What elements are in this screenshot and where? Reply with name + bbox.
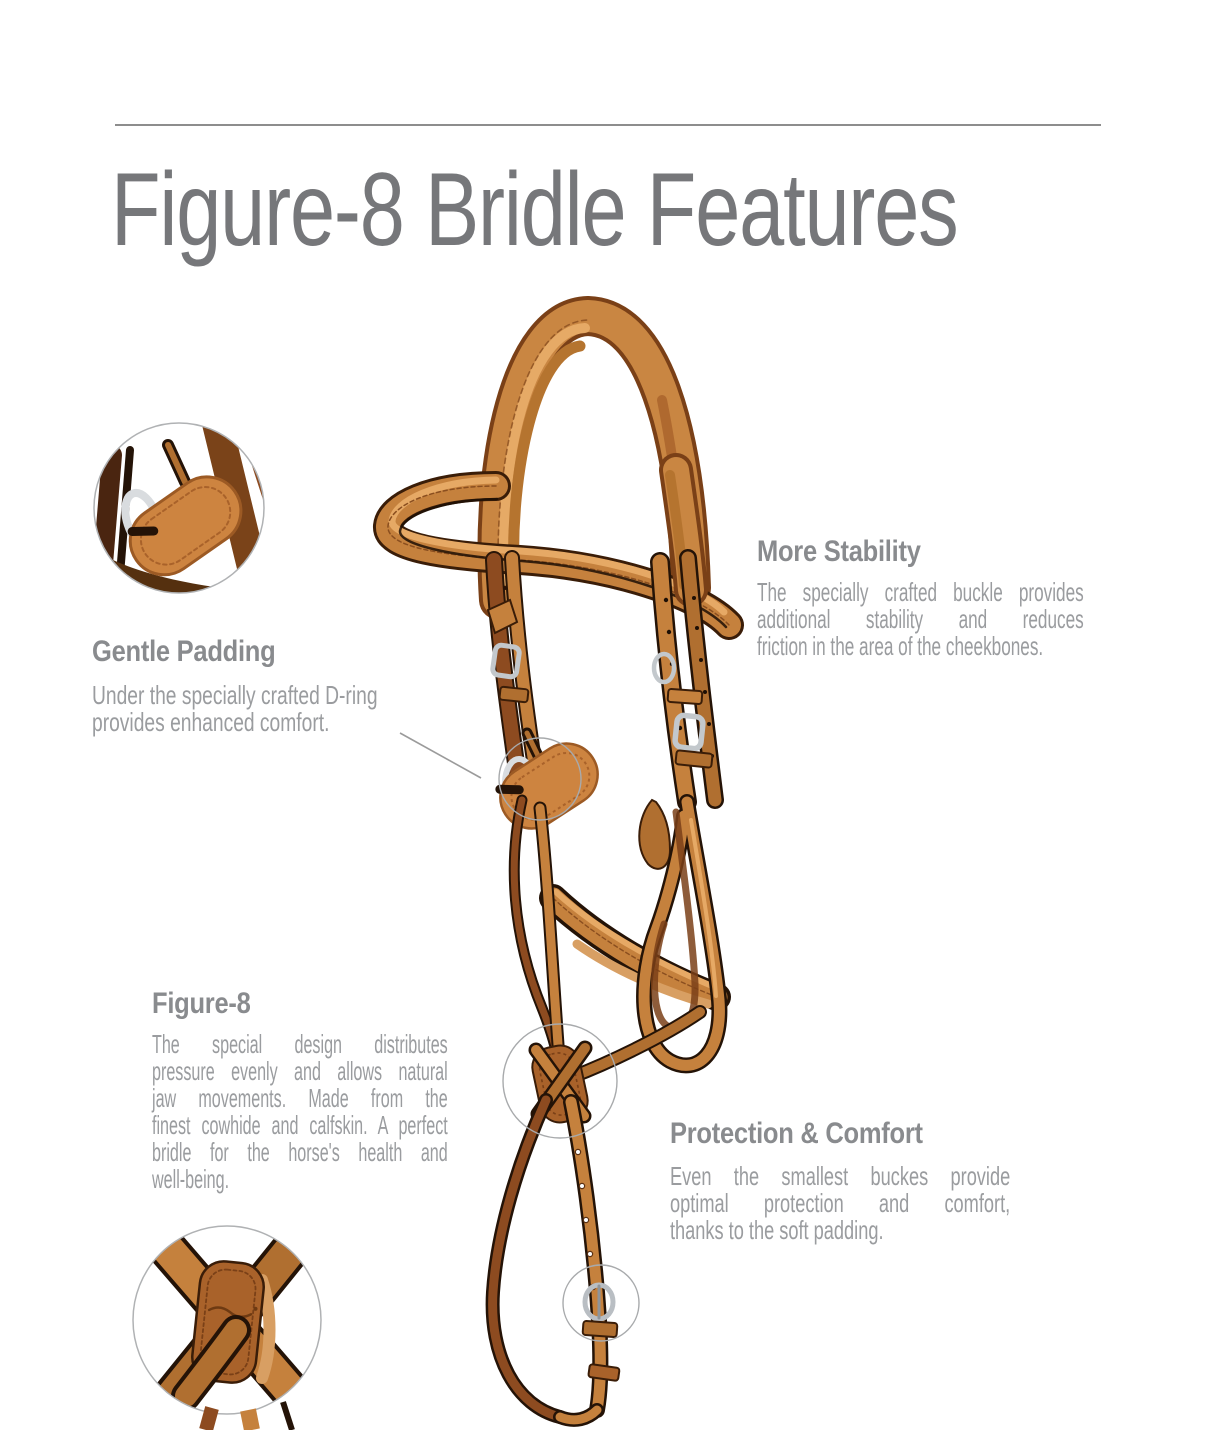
inset-dring-closeup [94,415,292,600]
body-line: provides enhanced comfort. [92,707,330,737]
body-line: The special design distributes [152,1029,448,1059]
body-line: optimal protection and comfort, [670,1188,1011,1218]
body-line: bridle for the horse's health and [152,1137,448,1167]
page-title: Figure-8 Bridle Features [111,152,958,268]
protection-comfort-body [670,1163,1010,1244]
figure-8-heading: Figure-8 [152,987,251,1020]
body-line: The specially crafted buckle provides [757,577,1084,607]
body-line: additional stability and reduces [757,604,1084,634]
gentle-padding-heading: Gentle Padding [92,635,276,668]
more-stability-body [757,579,1084,660]
inset-crossing-closeup [133,1226,321,1430]
gentle-padding-connector-line [400,733,481,778]
body-line: pressure evenly and allows natural [152,1056,448,1086]
body-line: Even the smallest buckes provide [670,1161,1011,1191]
body-line: Under the specially crafted D-ring [92,680,378,710]
body-line: thanks to the soft padding. [670,1215,884,1245]
figure-8-body [152,1031,448,1193]
protection-comfort-heading: Protection & Comfort [670,1117,923,1150]
gentle-padding-body [92,682,419,736]
body-line: well-being. [152,1164,230,1194]
body-line: finest cowhide and calfskin. A perfect [152,1110,448,1140]
more-stability-heading: More Stability [757,535,921,568]
body-line: jaw movements. Made from the [152,1083,448,1113]
body-line: friction in the area of the cheekbones. [757,631,1044,661]
left-cheek-straps [488,558,537,792]
chin-strap-loop [493,1100,620,1420]
